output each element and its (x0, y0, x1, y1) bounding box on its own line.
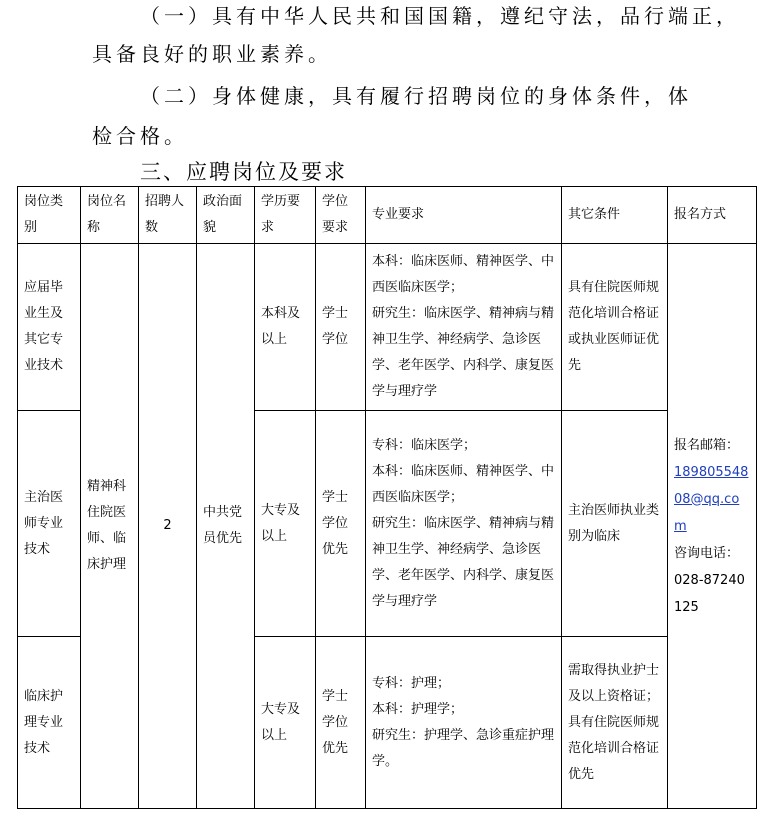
row3-education: 大专及以上 (255, 637, 316, 809)
row2-other: 主治医师执业类别为临床 (562, 411, 668, 637)
header-apply: 报名方式 (668, 187, 757, 244)
header-other: 其它条件 (562, 187, 668, 244)
phone-number: 028-87240125 (674, 572, 745, 615)
row1-education: 本科及以上 (255, 244, 316, 411)
row3-major-line: 研究生：护理学、急诊重症护理学。 (372, 727, 555, 769)
row1-degree: 学士学位 (316, 244, 366, 411)
header-category: 岗位类别 (18, 187, 81, 244)
intro-item2-line1: （二）身体健康，具有履行招聘岗位的身体条件，体 (140, 84, 692, 108)
email-link[interactable]: 18980554808@qq.com (674, 464, 749, 534)
row2-degree: 学士学位优先 (316, 411, 366, 637)
row3-major-line: 本科：护理学； (372, 701, 464, 717)
row2-major-line: 研究生：临床医学、精神病与精神卫生学、神经病学、急诊医学、老年医学、内科学、康复医学与理疗学 (372, 515, 555, 609)
row1-major-line: 本科：临床医师、精神医学、中西医临床医学； (372, 254, 555, 295)
intro-item1-line2: 具备良好的职业素养。 (92, 42, 332, 66)
phone-label: 咨询电话： (674, 545, 740, 561)
row3-category: 临床护理专业技术 (18, 637, 81, 809)
table-row (18, 244, 757, 411)
header-political: 政治面貌 (197, 187, 255, 244)
header-count: 招聘人数 (139, 187, 197, 244)
row1-other: 具有住院医师规范化培训合格证或执业医师证优先 (562, 244, 668, 411)
row2-major (366, 411, 562, 637)
row3-major (366, 637, 562, 809)
row1-category: 应届毕业生及其它专业技术 (18, 244, 81, 411)
count-cell: 2 (139, 244, 197, 809)
intro-item1-line1: （一）具有中华人民共和国国籍，遵纪守法，品行端正， (140, 4, 740, 28)
header-education: 学历要求 (255, 187, 316, 244)
row3-degree: 学士学位优先 (316, 637, 366, 809)
header-position-name: 岗位名称 (81, 187, 139, 244)
row1-major (366, 244, 562, 411)
table-header-row (18, 187, 757, 244)
header-major: 专业要求 (366, 187, 562, 244)
row2-category: 主治医师专业技术 (18, 411, 81, 637)
row2-education: 大专及以上 (255, 411, 316, 637)
row3-other: 需取得执业护士及以上资格证；具有住院医师规范化培训合格证优先 (562, 637, 668, 809)
row1-major-line: 研究生：临床医学、精神病与精神卫生学、神经病学、急诊医学、老年医学、内科学、康复医学与理疗学 (372, 306, 555, 399)
position-name-cell: 精神科住院医师、临床护理 (81, 244, 139, 809)
section-title: 三、应聘岗位及要求 (140, 160, 347, 184)
row2-major-line: 专科：临床医学； (372, 437, 477, 453)
row3-major-line: 专科：护理； (372, 675, 451, 691)
row2-major-line: 本科：临床医师、精神医学、中西医临床医学； (372, 463, 555, 505)
apply-cell (668, 244, 757, 809)
positions-table (17, 186, 757, 809)
email-label: 报名邮箱： (674, 437, 740, 453)
intro-item2-line2: 检合格。 (92, 124, 188, 148)
header-degree: 学位要求 (316, 187, 366, 244)
political-cell: 中共党员优先 (197, 244, 255, 809)
